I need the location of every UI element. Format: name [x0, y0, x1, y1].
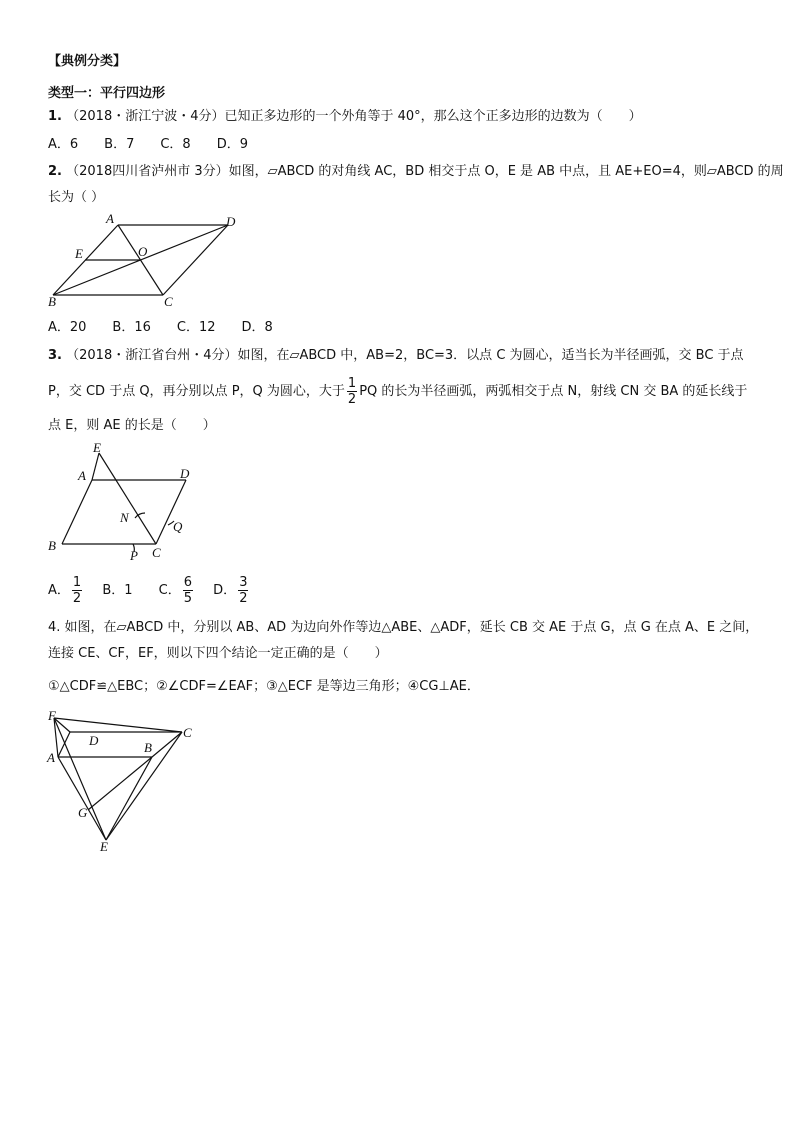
question-4-line3: ①△CDF≌△EBC；②∠CDF=∠EAF；③△ECF 是等边三角形；④CG⊥AE．: [48, 679, 480, 694]
q3-label-C: C: [152, 545, 161, 560]
q2-label-D: D: [226, 214, 236, 229]
q2-label-B: B: [48, 294, 56, 309]
q3-label-E: E: [93, 440, 101, 455]
q3-label-B: B: [48, 538, 56, 553]
option-a-label: A．: [48, 583, 70, 598]
fraction-one-half: [347, 376, 357, 407]
question-4-number: 4.: [48, 620, 61, 635]
section-heading: 【典例分类】: [48, 54, 127, 69]
fraction-denominator: 2: [347, 392, 357, 407]
question-1-options: A．6 B．7 C．8 D．9: [48, 137, 248, 152]
question-4-line1: 如图，在▱ABCD 中，分别以 AB、AD 为边向外作等边△ABE、△ADF，延长 CB 交 AE 于点 G，点 G 在点 A、E 之间，: [64, 620, 759, 635]
q3-label-A: A: [78, 468, 86, 483]
option-c-fraction: [183, 575, 193, 606]
question-3-line2b: PQ 的长为半径画弧，两弧相交于点 N，射线 CN 交 BA 的延长线于: [359, 384, 748, 399]
q4-label-G: G: [78, 805, 88, 820]
question-2: [48, 164, 784, 180]
q2-label-C: C: [164, 294, 173, 309]
option-a-numerator: 1: [72, 575, 82, 590]
option-b: B．1: [102, 583, 133, 598]
q3-label-D: D: [180, 466, 190, 481]
question-4: [48, 620, 758, 636]
figure-q3-parallelogram: [40, 440, 210, 570]
question-2-line2: 长为（ ）: [48, 190, 105, 205]
question-3-line1: （2018・浙江省台州・4分）如图，在▱ABCD 中，AB=2，BC=3．以点 C 为圆心，适当长为半径画弧，交 BC 于点: [66, 348, 744, 363]
q3-label-N: N: [120, 510, 129, 525]
option-a-denominator: 2: [72, 591, 82, 606]
question-1-number: 1.: [48, 109, 62, 124]
option-d-fraction: [238, 575, 248, 606]
q3-label-P: P: [130, 548, 138, 563]
q4-label-C: C: [183, 725, 192, 740]
question-2-number: 2.: [48, 164, 62, 179]
q4-label-E: E: [100, 839, 108, 854]
figure-q4-triangles: [40, 700, 210, 860]
option-d-denominator: 2: [239, 591, 248, 606]
question-3-line2a: P，交 CD 于点 Q，再分别以点 P，Q 为圆心，大于: [48, 384, 345, 399]
type-heading: 类型一：平行四边形: [48, 86, 166, 101]
question-3-line2: [48, 375, 747, 409]
figure-q2-parallelogram: [40, 208, 260, 318]
question-1-text: （2018・浙江宁波・4分）已知正多边形的一个外角等于 40°，那么这个正多边形的边数为（ ）: [66, 109, 642, 124]
q4-label-B: B: [144, 740, 152, 755]
fraction-numerator: 1: [347, 376, 357, 391]
option-d-numerator: 3: [239, 575, 248, 590]
option-c-denominator: 5: [183, 591, 193, 606]
q2-label-E: E: [75, 246, 83, 261]
question-3-line3: 点 E，则 AE 的长是（ ）: [48, 418, 216, 433]
question-1: [48, 109, 642, 125]
question-3-number: 3.: [48, 348, 62, 363]
option-c-label: C．: [158, 583, 181, 598]
question-4-line2: 连接 CE、CF，EF，则以下四个结论一定正确的是（ ）: [48, 646, 388, 661]
question-3: [48, 348, 744, 364]
option-c-numerator: 6: [183, 575, 193, 590]
question-2-line1: （2018四川省泸州市 3分）如图，▱ABCD 的对角线 AC，BD 相交于点 O，E 是 AB 中点，且 AE+EO=4，则▱ABCD 的周: [66, 164, 784, 179]
q2-label-O: O: [138, 244, 148, 259]
question-2-options: A．20 B．16 C．12 D．8: [48, 320, 273, 335]
q4-label-A: A: [47, 750, 55, 765]
q2-label-A: A: [106, 211, 114, 226]
q4-label-D: D: [89, 733, 99, 748]
q3-label-Q: Q: [173, 519, 183, 534]
option-a-fraction: [72, 575, 82, 606]
option-d-label: D．: [213, 583, 237, 598]
question-3-options: [48, 574, 250, 608]
q4-label-F: F: [48, 708, 56, 723]
